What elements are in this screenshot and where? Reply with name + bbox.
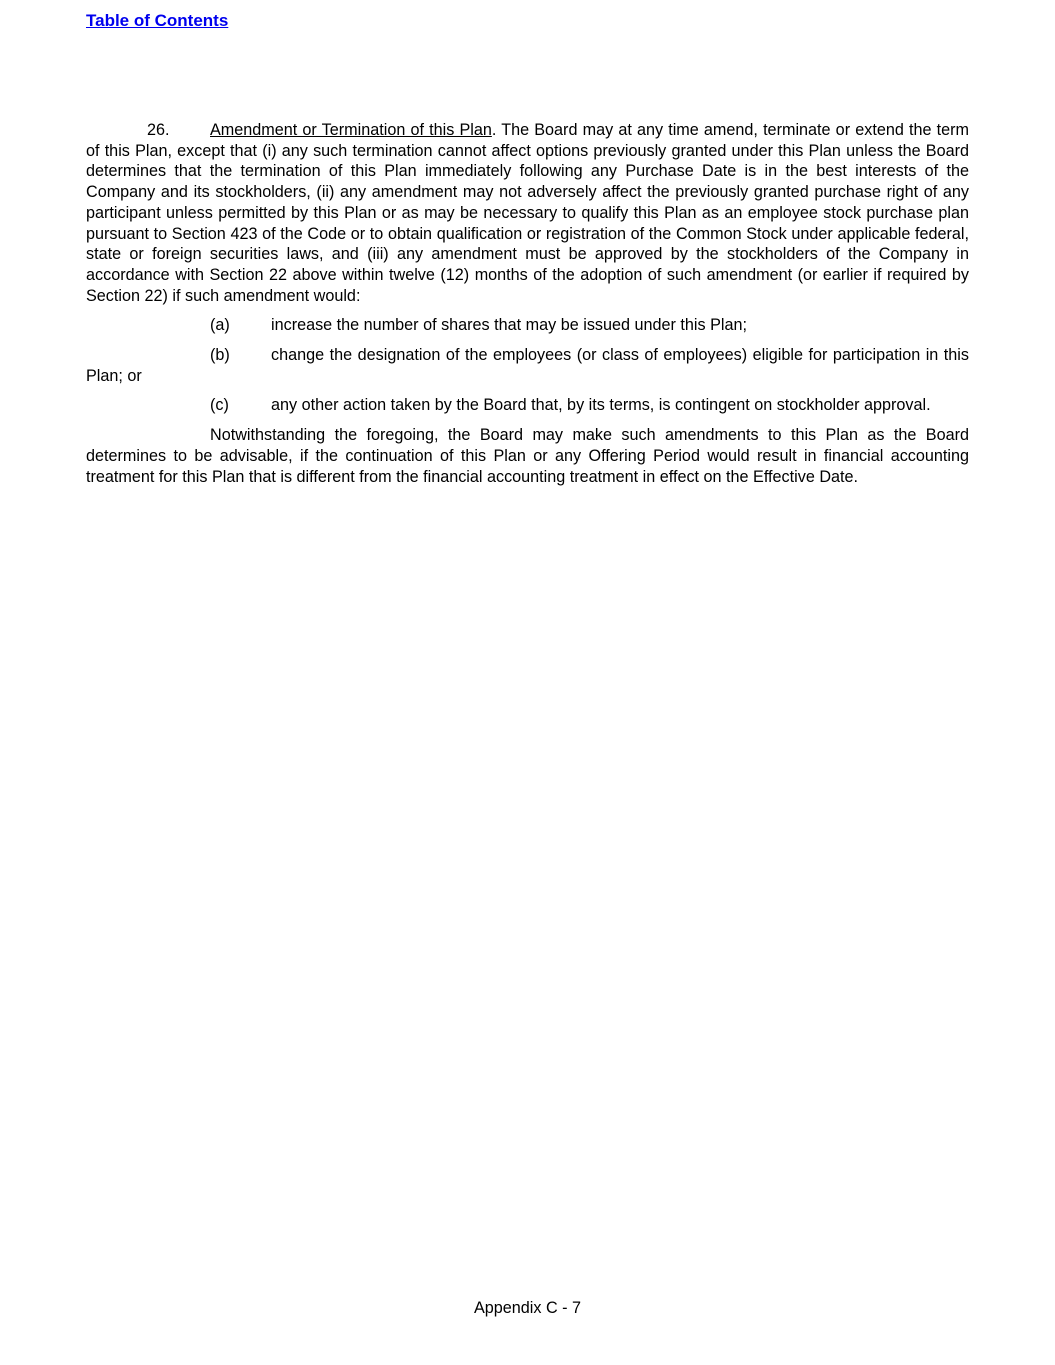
document-body xyxy=(86,120,969,487)
table-of-contents-link[interactable]: Table of Contents xyxy=(86,11,229,30)
list-item-letter: (a) xyxy=(210,316,230,335)
section-body: The Board may at any time amend, terminate or extend the term of this Plan, except that (i) any such termination cannot affect options previously granted under this Plan unless the Board determines that the termination of this Plan immediately following any Purchase Date is in the best interests of the Company and its stockholders, (ii) any amendment may not adversely affect the previously granted purchase right of any participant unless permitted by this Plan or as may be necessary to qualify this Plan as an employee stock purchase plan pursuant to Section 423 of the Code or to obtain qualification or registration of the Common Stock under applicable federal, state or foreign securities laws, and (iii) any amendment must be approved by the stockholders of the Company in accordance with Section 22 above within twelve (12) months of the adoption of such amendment (or earlier if required by Section 22) if such amendment would: xyxy=(86,121,969,305)
list-item-text: increase the number of shares that may be issued under this Plan; xyxy=(271,316,747,335)
list-item-letter: (b) xyxy=(210,346,230,365)
section-number: 26. xyxy=(147,121,170,139)
list-item-c xyxy=(86,395,969,416)
list-item-b xyxy=(86,345,969,386)
closing-paragraph: Notwithstanding the foregoing, the Board may make such amendments to this Plan as the Board determines to be advisable, if the continuation of this Plan or any Offering Period would result in financial accounting treatment for this Plan that is different from the financial accounting treatment in effect on the Effective Date. xyxy=(86,426,969,486)
list-item-a xyxy=(86,315,969,336)
section-heading-suffix: . xyxy=(491,121,497,139)
page-footer: Appendix C - 7 xyxy=(473,1299,582,1317)
list-item-text: change the designation of the employees (or class of employees) eligible for participation in this Plan; or xyxy=(86,346,969,385)
section-heading: Amendment or Termination of this Plan xyxy=(210,121,492,139)
list-item-letter: (c) xyxy=(210,396,229,415)
section-26-paragraph xyxy=(86,120,969,306)
list-item-text: any other action taken by the Board that, by its terms, is contingent on stockholder approval. xyxy=(271,396,931,415)
